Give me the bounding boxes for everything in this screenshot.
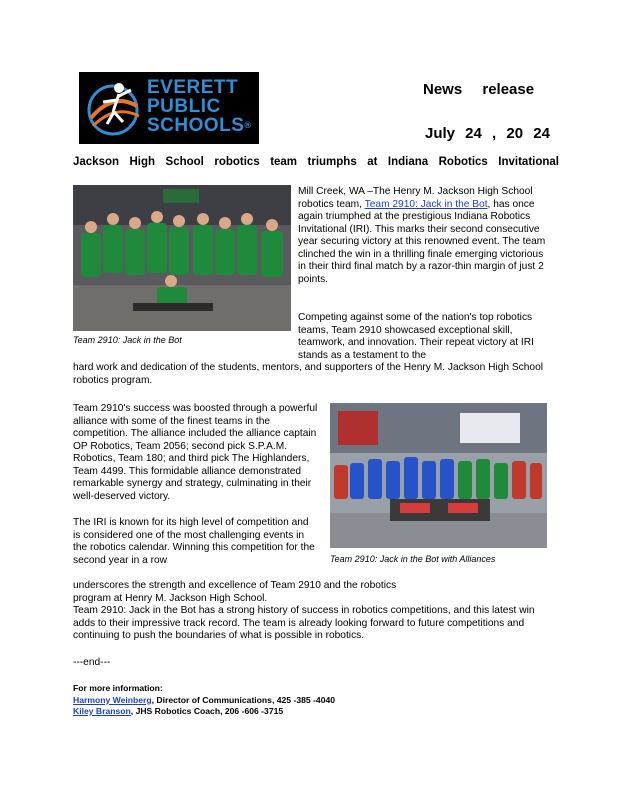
headline-word: School — [165, 156, 204, 168]
photo-caption: Team 2910: Jack in the Bot with Alliances — [330, 554, 496, 564]
paragraph-competing-continued: hard work and dedication of the students, mentors, and supporters of the Henry M. Jackson High School robotics program. — [73, 362, 544, 386]
headline-word: robotics — [214, 156, 260, 168]
headline-word: Invitational — [498, 156, 559, 168]
headline-word: Indiana — [387, 156, 429, 168]
contact-heading: For more information: — [73, 683, 163, 693]
headline-word: Robotics — [438, 156, 488, 168]
contact-block — [73, 683, 493, 718]
headline-word: triumphs — [307, 156, 357, 168]
contact-link-weinberg[interactable]: Harmony Weinberg — [73, 694, 152, 705]
headline — [73, 156, 559, 168]
headline-word: High — [129, 156, 156, 168]
release-date: July 24 , 20 24 — [425, 125, 550, 142]
paragraph-iri: The IRI is known for its high level of competition and is considered one of the most challenging events in the robotics calendar. Winning this competition for the second year in a row — [73, 517, 315, 566]
headline-word: team — [270, 156, 298, 168]
alliance-photo — [330, 403, 547, 548]
photo-caption: Team 2910: Jack in the Bot — [73, 335, 182, 345]
paragraph-history: Team 2910: Jack in the Bot has a strong history of success in robotics competitions, and this latest win adds to their impressive track record. The team is already looking forward to future competitions and continuing to push the boundaries of what is possible in robotics. — [73, 605, 535, 641]
paragraph-alliance: Team 2910's success was boosted through a powerful alliance with some of the finest teams in the competition. The alliance included the alliance captain OP Robotics, Team 2056; second pick S.P.A.M. Robotics, Team 180; and third pick The Highlanders, Team 4499. This formidable alliance demonstrated remarkable synergy and strategy, culminating in their well-deserved victory. — [73, 403, 318, 502]
district-logo — [79, 72, 259, 144]
headline-word: Jackson — [73, 156, 120, 168]
team-link[interactable]: Team 2910: Jack in the Bot — [364, 198, 488, 210]
paragraph-competing: Competing against some of the nation's top robotics teams, Team 2910 showcased exceptional skill, teamwork, and innovation. Their repeat victory at IRI stands as a testament to the — [298, 312, 534, 361]
news-release-label: News release — [423, 81, 535, 98]
logo-wordmark: EVERETT PUBLIC SCHOOLS® — [147, 77, 252, 136]
contact-line: Kiley Branson, JHS Robotics Coach, 206 -606 -3715 — [73, 706, 284, 716]
paragraph-intro: Mill Creek, WA –The Henry M. Jackson High School robotics team, Team 2910: Jack in the Bot, has once again triumphed at the prestigious Indiana Robotics Invitational (IRI). This marks their second consecutive year securing victory at this renowned event. The team clinched the win in a thrilling finale emerging victorious in their third final match by a razor-thin margin of just 2 points. — [298, 186, 546, 285]
paragraph-iri-continued: underscores the strength and excellence of Team 2910 and the robotics program at Henry M. Jackson High School. — [73, 580, 397, 604]
headline-word: at — [367, 156, 378, 168]
contact-line: Harmony Weinberg, Director of Communications, 425 -385 -4040 — [73, 694, 336, 705]
contact-link-branson[interactable]: Kiley Branson — [73, 706, 131, 716]
team-photo — [73, 185, 291, 331]
end-marker: ---end--- — [73, 657, 111, 668]
